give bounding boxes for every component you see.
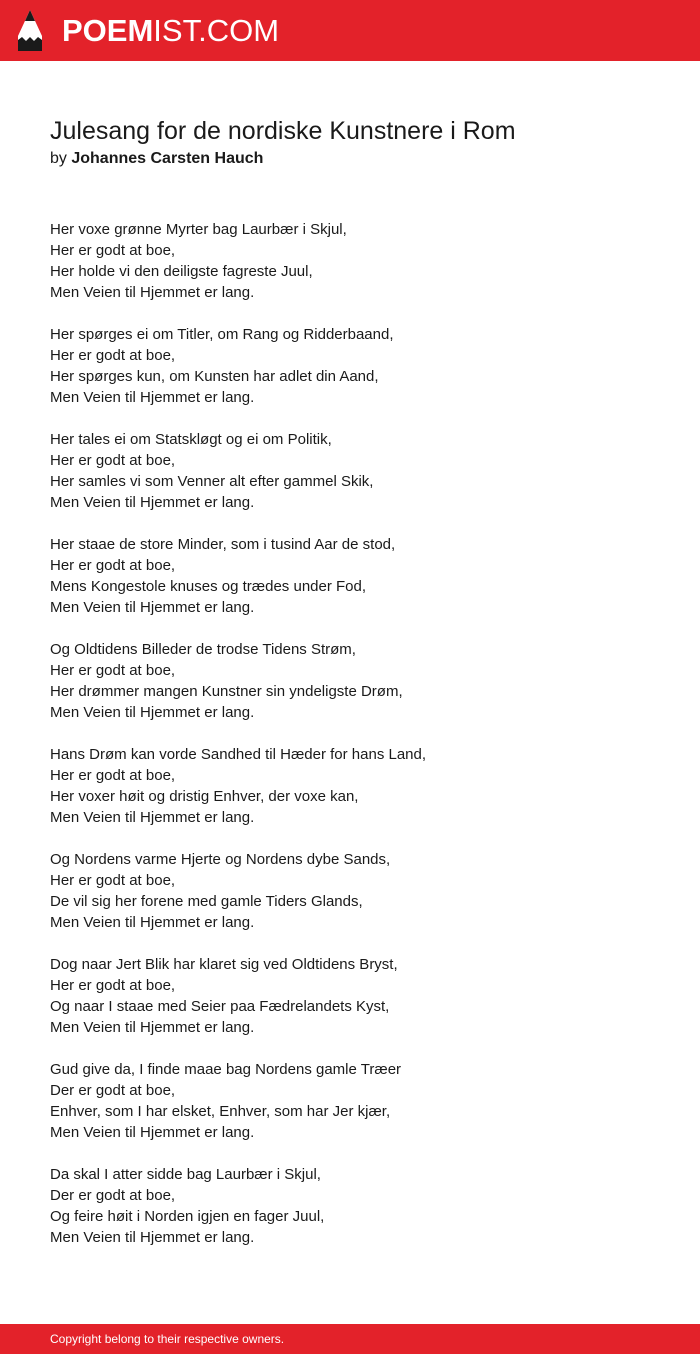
poem-stanza — [50, 324, 670, 408]
poem-line: Her spørges kun, om Kunsten har adlet din Aand, — [50, 368, 379, 385]
poem-line: Her er godt at boe, — [50, 452, 176, 469]
poem-line: Og naar I staae med Seier paa Fædrelandets Kyst, — [50, 998, 390, 1015]
poem-line: Men Veien til Hjemmet er lang. — [50, 704, 255, 721]
logo-light-text: IST.COM — [153, 13, 280, 48]
poem-line: Mens Kongestole knuses og trædes under Fod, — [50, 578, 367, 595]
logo-bold-text: POEM — [62, 13, 154, 48]
site-logo[interactable] — [62, 11, 279, 51]
poem-line: Her voxe grønne Myrter bag Laurbær i Skjul, — [50, 221, 347, 238]
poem-line: Her er godt at boe, — [50, 242, 176, 259]
poem-line: Men Veien til Hjemmet er lang. — [50, 494, 255, 511]
poem-line: Der er godt at boe, — [50, 1082, 176, 1099]
poem-line: Her samles vi som Venner alt efter gammel Skik, — [50, 473, 374, 490]
poem-stanza — [50, 849, 670, 933]
poem-stanza — [50, 1059, 670, 1143]
poem-line: Enhver, som I har elsket, Enhver, som har Jer kjær, — [50, 1103, 391, 1120]
poem-line: Her er godt at boe, — [50, 767, 176, 784]
poem-stanza — [50, 534, 670, 618]
poem-stanza — [50, 954, 670, 1038]
poem-line: Men Veien til Hjemmet er lang. — [50, 389, 255, 406]
poem-line: Da skal I atter sidde bag Laurbær i Skjul, — [50, 1166, 321, 1183]
poem-stanza — [50, 429, 670, 513]
poem-line: Men Veien til Hjemmet er lang. — [50, 914, 255, 931]
poem-line: Men Veien til Hjemmet er lang. — [50, 284, 255, 301]
poem-line: Men Veien til Hjemmet er lang. — [50, 599, 255, 616]
copyright-text: Copyright belong to their respective owners. — [50, 1332, 285, 1346]
poem-line: Dog naar Jert Blik har klaret sig ved Oldtidens Bryst, — [50, 956, 398, 973]
poem-line: Og Nordens varme Hjerte og Nordens dybe Sands, — [50, 851, 391, 868]
poem-byline — [50, 148, 263, 170]
by-label: by — [50, 150, 67, 167]
poem-line: Gud give da, I finde maae bag Nordens gamle Træer — [50, 1061, 402, 1078]
poem-line: Her er godt at boe, — [50, 977, 176, 994]
poem-line: Her tales ei om Statskløgt og ei om Politik, — [50, 431, 332, 448]
poem-line: De vil sig her forene med gamle Tiders Glands, — [50, 893, 363, 910]
poem-line: Her drømmer mangen Kunstner sin yndeligste Drøm, — [50, 683, 403, 700]
poem-line: Men Veien til Hjemmet er lang. — [50, 1124, 255, 1141]
poem-stanza — [50, 219, 670, 303]
poem-line: Her er godt at boe, — [50, 347, 176, 364]
poem-stanza — [50, 639, 670, 723]
poem-stanza — [50, 1164, 670, 1248]
poem-line: Men Veien til Hjemmet er lang. — [50, 1229, 255, 1246]
poem-title: Julesang for de nordiske Kunstnere i Rom — [50, 117, 516, 145]
poem-body — [50, 219, 670, 1269]
poem-line: Her er godt at boe, — [50, 662, 176, 679]
poem-line: Men Veien til Hjemmet er lang. — [50, 809, 255, 826]
poem-line: Her spørges ei om Titler, om Rang og Ridderbaand, — [50, 326, 394, 343]
poem-line: Her er godt at boe, — [50, 872, 176, 889]
poem-line: Men Veien til Hjemmet er lang. — [50, 1019, 255, 1036]
site-footer — [0, 1324, 700, 1354]
poem-line: Her holde vi den deiligste fagreste Juul, — [50, 263, 313, 280]
site-header — [0, 0, 700, 61]
poem-line: Der er godt at boe, — [50, 1187, 176, 1204]
poem-line: Og feire høit i Norden igjen en fager Juul, — [50, 1208, 325, 1225]
poem-line: Hans Drøm kan vorde Sandhed til Hæder for hans Land, — [50, 746, 427, 763]
poem-stanza — [50, 744, 670, 828]
poem-line: Her staae de store Minder, som i tusind Aar de stod, — [50, 536, 396, 553]
poem-author[interactable]: Johannes Carsten Hauch — [71, 150, 264, 167]
poem-line: Her voxer høit og dristig Enhver, der voxe kan, — [50, 788, 359, 805]
poem-line: Her er godt at boe, — [50, 557, 176, 574]
pencil-icon[interactable] — [18, 10, 42, 51]
poem-line: Og Oldtidens Billeder de trodse Tidens Strøm, — [50, 641, 356, 658]
